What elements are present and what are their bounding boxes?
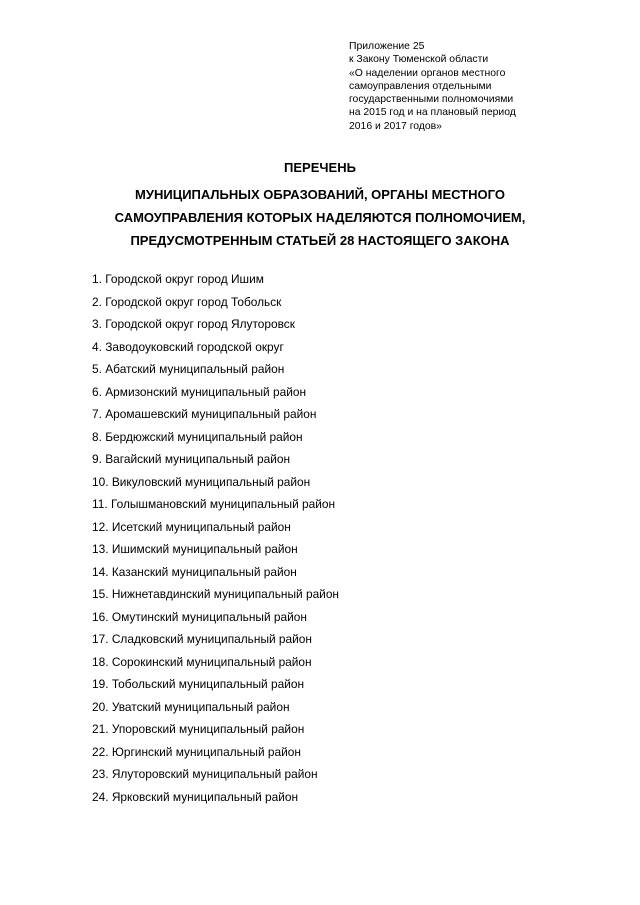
appendix-line: «О наделении органов местного	[349, 67, 506, 79]
list-item: 6. Армизонский муниципальный район	[92, 384, 307, 399]
list-item: 23. Ялуторовский муниципальный район	[92, 767, 318, 781]
list-item: 5. Абатский муниципальный район	[92, 362, 285, 376]
list-item: 12. Исетский муниципальный район	[92, 519, 291, 534]
list-item: 7. Аромашевский муниципальный район	[92, 407, 317, 421]
list-item: 4. Заводоуковский городской округ	[92, 339, 284, 354]
list-item: 13. Ишимский муниципальный район	[92, 542, 298, 556]
list-item: 17. Сладковский муниципальный район	[92, 632, 312, 646]
title-heading: ПЕРЕЧЕНЬ	[284, 160, 356, 175]
list-item: 10. Викуловский муниципальный район	[92, 474, 311, 489]
list-item: 21. Упоровский муниципальный район	[92, 722, 305, 736]
appendix-line: к Закону Тюменской области	[349, 54, 489, 66]
list-item: 15. Нижнетавдинский муниципальный район	[92, 587, 339, 601]
title-line: САМОУПРАВЛЕНИЯ КОТОРЫХ НАДЕЛЯЮТСЯ ПОЛНОМОЧИЕМ,	[114, 210, 526, 225]
list-item: 11. Голышмановский муниципальный район	[92, 497, 336, 511]
list-item: 1. Городской округ город Ишим	[92, 272, 264, 286]
list-item: 9. Вагайский муниципальный район	[92, 452, 291, 466]
list-item: 20. Уватский муниципальный район	[92, 699, 290, 714]
appendix-line: Приложение 25	[349, 41, 425, 52]
appendix-line: на 2015 год и на плановый период	[349, 107, 516, 119]
list-item: 8. Бердюжский муниципальный район	[92, 429, 303, 444]
title-line: МУНИЦИПАЛЬНЫХ ОБРАЗОВАНИЙ, ОРГАНЫ МЕСТНОГО	[135, 187, 505, 202]
title-line: ПРЕДУСМОТРЕННЫМ СТАТЬЕЙ 28 НАСТОЯЩЕГО ЗАКОНА	[130, 233, 510, 248]
appendix-line: государственными полномочиями	[349, 94, 514, 106]
appendix-note	[349, 40, 609, 133]
list-item: 3. Городской округ город Ялуторовск	[92, 317, 295, 331]
list-item: 18. Сорокинский муниципальный район	[92, 654, 312, 669]
appendix-line: 2016 и 2017 годов»	[349, 120, 442, 132]
list-item: 14. Казанский муниципальный район	[92, 564, 297, 579]
list-item: 24. Ярковский муниципальный район	[92, 789, 299, 804]
appendix-line: самоуправления отдельными	[349, 80, 492, 92]
list-item: 2. Городской округ город Тобольск	[92, 294, 282, 309]
list-item: 22. Юргинский муниципальный район	[92, 744, 301, 759]
municipality-list	[92, 268, 339, 808]
list-item: 16. Омутинский муниципальный район	[92, 609, 307, 624]
document-title	[0, 160, 640, 252]
list-item: 19. Тобольский муниципальный район	[92, 677, 305, 691]
